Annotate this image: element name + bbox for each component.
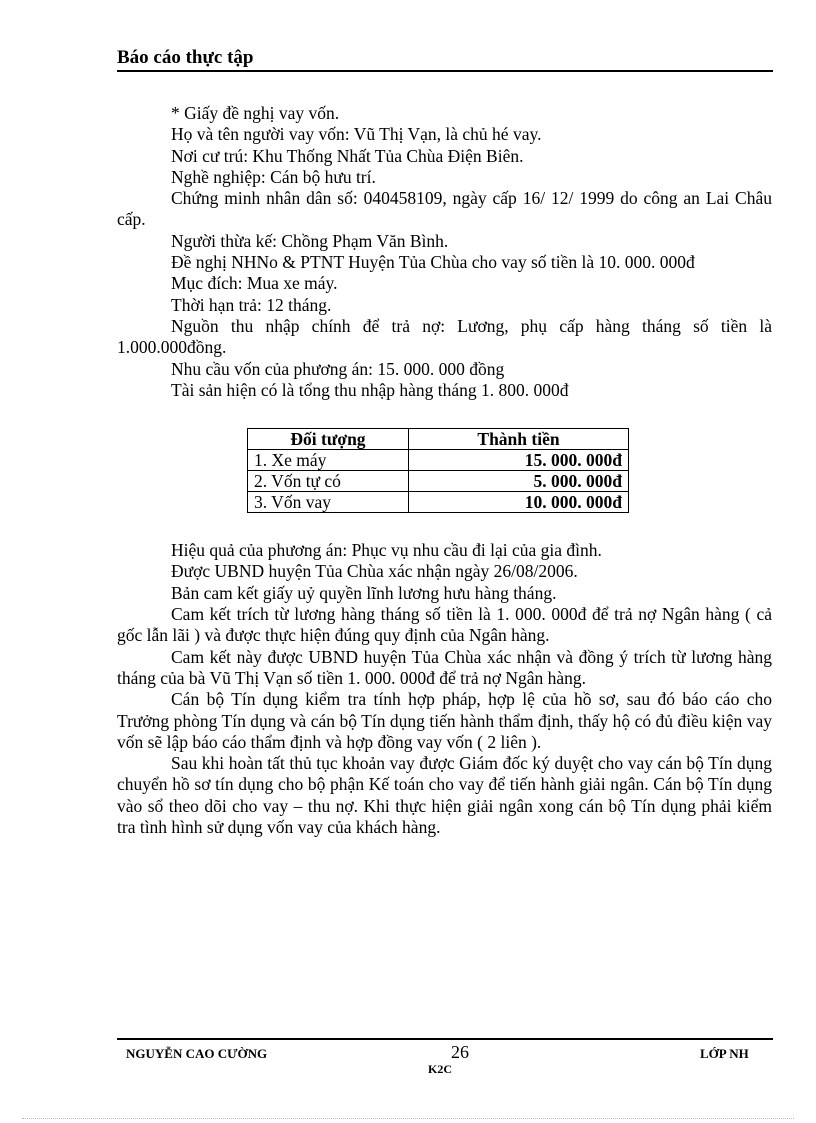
footer-class-label: LỚP NH — [700, 1046, 749, 1061]
page-number: 26 — [451, 1042, 469, 1062]
paragraph-assets: Tài sản hiện có là tổng thu nhập hàng tháng 1. 800. 000đ — [171, 379, 569, 400]
table-header-row — [248, 429, 629, 450]
footer-rule — [117, 1038, 773, 1040]
paragraph-residence: Nơi cư trú: Khu Thống Nhất Tủa Chùa Điện Biên. — [171, 145, 524, 166]
paragraph-id-card: Chứng minh nhân dân số: 040458109, ngày cấp 16/ 12/ 1999 do công an Lai Châu cấp. — [117, 188, 772, 230]
table-header-item: Đối tượng — [248, 429, 409, 450]
table-row — [248, 450, 629, 471]
table-row — [248, 471, 629, 492]
footer-class-code: K2C — [428, 1062, 452, 1076]
paragraph-effectiveness: Hiệu quả của phương án: Phục vụ nhu cầu đi lại của gia đình. — [171, 540, 602, 561]
paragraph-income-source: Nguồn thu nhập chính để trả nợ: Lương, phụ cấp hàng tháng số tiền là 1.000.000đồng. — [117, 315, 772, 358]
paragraph-disbursement: Sau khi hoàn tất thủ tục khoản vay được Giám đốc ký duyệt cho vay cán bộ Tín dụng chuyển hồ sơ tín dụng cho bộ phận Kế toán cho vay để tiến hành giải ngân. Cán bộ Tín dụng vào sổ theo dõi cho vay – thu nợ. Khi thực hiện giải ngân xong cán bộ Tín dụng phải kiểm tra tình hình sử dụng vốn vay của khách hàng. — [117, 753, 772, 838]
paragraph-purpose: Mục đích: Mua xe máy. — [171, 273, 338, 294]
paragraph-borrower-name: Họ và tên người vay vốn: Vũ Thị Vạn, là chủ hé vay. — [171, 124, 542, 145]
paragraph-term: Thời hạn trả: 12 tháng. — [171, 294, 332, 315]
header-rule — [117, 70, 773, 72]
table-row — [248, 492, 629, 513]
capital-table-wrapper — [247, 428, 772, 513]
table-cell-item: 3. Vốn vay — [248, 492, 409, 513]
paragraph-heir: Người thừa kế: Chồng Phạm Văn Bình. — [171, 230, 449, 251]
table-cell-amount: 5. 000. 000đ — [409, 471, 629, 492]
paragraph-capital-need: Nhu cầu vốn của phương án: 15. 000. 000 đồng — [171, 358, 505, 379]
paragraph-salary-deduction: Cam kết trích từ lương hàng tháng số tiền là 1. 000. 000đ để trả nợ Ngân hàng ( cả gốc lẫn lãi ) và được thực hiện đúng quy định của Ngân hàng. — [117, 604, 772, 646]
table-cell-item: 1. Xe máy — [248, 450, 409, 471]
table-cell-item: 2. Vốn tự có — [248, 471, 409, 492]
paragraph-occupation: Nghề nghiệp: Cán bộ hưu trí. — [171, 166, 376, 187]
table-cell-amount: 15. 000. 000đ — [409, 450, 629, 471]
page-bottom-divider — [22, 1118, 794, 1119]
paragraph-credit-review: Cán bộ Tín dụng kiểm tra tính hợp pháp, hợp lệ của hồ sơ, sau đó báo cáo cho Trưởng phòng Tín dụng và cán bộ Tín dụng tiến hành thẩm định, thấy hộ có đủ điều kiện vay vốn sẽ lập báo cáo thẩm định và hợp đồng vay vốn ( 2 liên ). — [117, 689, 772, 752]
paragraph-loan-amount: Đề nghị NHNo & PTNT Huyện Tủa Chùa cho vay số tiền là 10. 000. 000đ — [171, 252, 695, 273]
footer-author: NGUYỄN CAO CƯỜNG — [126, 1046, 268, 1061]
paragraph-ubnd-confirmation: Cam kết này được UBND huyện Tủa Chùa xác nhận và đồng ý trích từ lương hàng tháng của bà Vũ Thị Vạn số tiền 1. 000. 000đ để trả nợ Ngân hàng. — [117, 646, 772, 688]
paragraph-loan-request: * Giấy đề nghị vay vốn. — [171, 103, 340, 123]
capital-table — [247, 428, 629, 513]
table-cell-amount: 10. 000. 000đ — [409, 492, 629, 513]
paragraph-confirmation: Được UBND huyện Tủa Chùa xác nhận ngày 26/08/2006. — [171, 561, 578, 582]
page-header-title: Báo cáo thực tập — [117, 47, 254, 68]
document-body — [117, 103, 772, 838]
paragraph-commitment-doc: Bản cam kết giấy uỷ quyền lĩnh lương hưu hàng tháng. — [171, 582, 557, 603]
table-header-amount: Thành tiền — [409, 429, 629, 450]
